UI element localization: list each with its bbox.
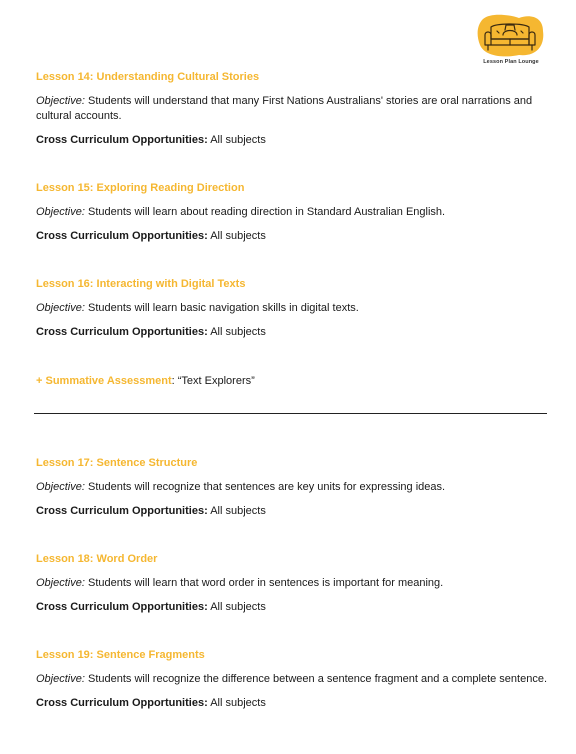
lesson-objective [36,480,551,495]
cco-text: All subjects [207,230,266,242]
cross-curriculum [36,696,551,710]
objective-label: Objective: [36,673,85,685]
lesson-title: Lesson 18: Word Order [36,553,158,565]
lesson-objective [36,576,551,591]
lesson-title: Lesson 15: Exploring Reading Direction [36,182,245,194]
objective-label: Objective: [36,481,85,493]
section-divider [34,413,547,414]
summative-assessment [36,374,255,388]
objective-label: Objective: [36,206,85,218]
lesson-16 [36,277,551,339]
cco-label: Cross Curriculum Opportunities: [36,697,208,709]
cross-curriculum [36,229,551,243]
cross-curriculum [36,600,551,614]
lesson-title: Lesson 14: Understanding Cultural Stories [36,71,260,83]
lesson-title: Lesson 16: Interacting with Digital Texts [36,278,246,290]
cco-text: All subjects [207,601,266,613]
lesson-title: Lesson 17: Sentence Structure [36,457,198,469]
objective-text: Students will learn that word order in sentences is important for meaning. [84,577,444,589]
lesson-14 [36,70,551,147]
objective-label: Objective: [36,95,85,107]
objective-text: Students will learn basic navigation skills in digital texts. [84,302,359,314]
logo-text: Lesson Plan Lounge [483,59,539,65]
objective-label: Objective: [36,302,85,314]
lesson-15 [36,181,551,243]
lesson-objective [36,301,551,316]
cco-label: Cross Curriculum Opportunities: [36,601,208,613]
summative-label: + Summative Assessment [36,375,172,387]
cco-text: All subjects [207,326,266,338]
cco-text: All subjects [207,697,266,709]
cross-curriculum [36,325,551,339]
cco-text: All subjects [207,134,266,146]
cco-label: Cross Curriculum Opportunities: [36,326,208,338]
lesson-objective [36,672,551,687]
objective-text: Students will recognize the difference between a sentence fragment and a complete sentence. [84,673,548,685]
sofa-icon [475,13,547,59]
objective-text: Students will understand that many First Nations Australians' stories are oral narrations and cultural accounts. [36,95,533,122]
cco-label: Cross Curriculum Opportunities: [36,134,208,146]
lesson-18 [36,552,551,614]
cco-text: All subjects [207,505,266,517]
cco-label: Cross Curriculum Opportunities: [36,230,208,242]
summative-text: : “Text Explorers” [171,375,255,387]
cco-label: Cross Curriculum Opportunities: [36,505,208,517]
lesson-19 [36,648,551,710]
lesson-objective [36,94,551,124]
objective-text: Students will recognize that sentences are key units for expressing ideas. [84,481,446,493]
cross-curriculum [36,133,551,147]
lesson-title: Lesson 19: Sentence Fragments [36,649,205,661]
brand-logo [475,13,547,69]
objective-text: Students will learn about reading direction in Standard Australian English. [84,206,446,218]
lesson-17 [36,456,551,518]
cross-curriculum [36,504,551,518]
objective-label: Objective: [36,577,85,589]
lesson-objective [36,205,551,220]
